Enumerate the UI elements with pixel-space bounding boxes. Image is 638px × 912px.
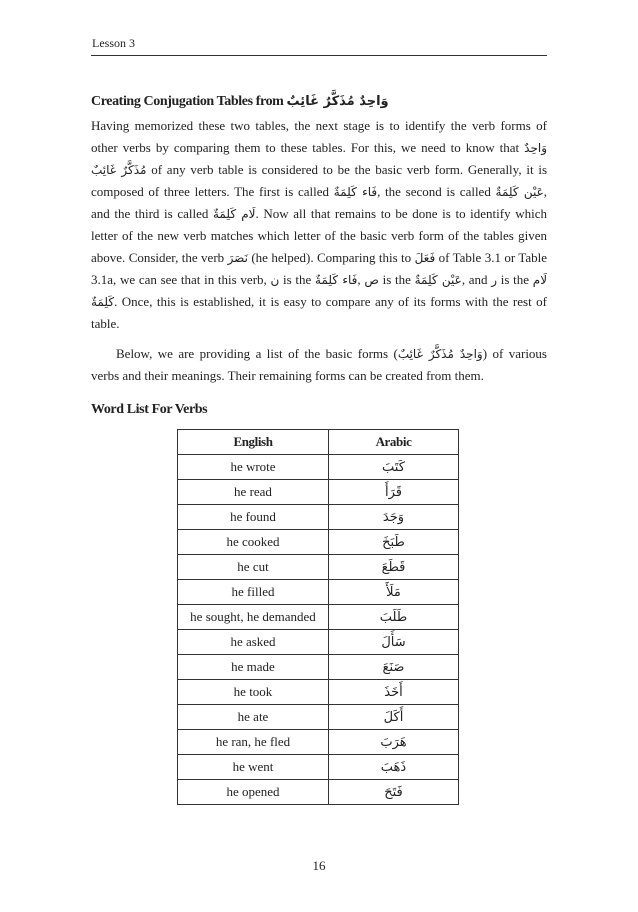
p1-arabic-7: ن (270, 273, 280, 287)
english-cell: he read (178, 480, 329, 505)
table-row (178, 655, 459, 680)
page-number: 16 (312, 858, 326, 873)
table-row (178, 455, 459, 480)
p1-arabic-1: وَاحِدٌ مُذَكَّرٌ غَائِبٌ (91, 141, 547, 177)
english-cell: he sought, he demanded (178, 605, 329, 630)
wordlist-heading: Word List For Verbs (91, 402, 208, 417)
p1-arabic-11: ر (491, 273, 498, 287)
arabic-cell: مَلَأَ (329, 580, 459, 605)
table-row (178, 705, 459, 730)
arabic-cell: هَرَبَ (329, 730, 459, 755)
english-cell: he ate (178, 705, 329, 730)
table-row (178, 755, 459, 780)
english-cell: he found (178, 505, 329, 530)
p1-text-5: . Now all that remains to be done is to identify which letter of the new verb matches which letter of the basic verb form of the tables given above. Consider, the verb (91, 206, 547, 265)
arabic-cell: ذَهَبَ (329, 755, 459, 780)
table-row (178, 730, 459, 755)
table-row (178, 630, 459, 655)
p1-arabic-2: فَاء كَلِمَةٌ (333, 185, 378, 199)
table-row (178, 680, 459, 705)
arabic-cell: أَكَلَ (329, 705, 459, 730)
english-cell: he cut (178, 555, 329, 580)
arabic-cell: طَبَخَ (329, 530, 459, 555)
english-cell: he wrote (178, 455, 329, 480)
table-row (178, 505, 459, 530)
running-header: Lesson 3 (92, 36, 135, 50)
table-row (178, 580, 459, 605)
p1-arabic-10: عَيْن كَلِمَةٌ (414, 273, 462, 287)
english-cell: he cooked (178, 530, 329, 555)
p1-text-11: , and (461, 272, 488, 287)
p2-text-1: Below, we are providing a list of the basic forms ( (116, 346, 398, 361)
p1-text-12: is the (500, 272, 530, 287)
english-cell: he went (178, 755, 329, 780)
col-english-header: English (178, 430, 329, 455)
arabic-cell: قَرَأَ (329, 480, 459, 505)
p2-arabic-1: وَاحِدٌ مُذَكَّرٌ غَائِبٌ (397, 347, 483, 361)
p1-text-3: , the second is called (377, 184, 491, 199)
section-heading (91, 94, 389, 110)
arabic-cell: سَأَلَ (329, 630, 459, 655)
arabic-cell: كَتَبَ (329, 455, 459, 480)
p1-text-1: Having memorized these two tables, the next stage is to identify the verb forms of other verbs by comparing them to these tables. For this, we need to know that (91, 118, 547, 155)
p1-text-9: , (357, 272, 361, 287)
english-cell: he opened (178, 780, 329, 805)
word-list-table (177, 429, 459, 805)
section-heading-text: Creating Conjugation Tables from (91, 94, 284, 109)
english-cell: he filled (178, 580, 329, 605)
p1-text-4: , and the third is called (91, 184, 548, 221)
arabic-cell: فَتَحَ (329, 780, 459, 805)
p1-arabic-8: فَاء كَلِمَةٌ (315, 273, 358, 287)
english-cell: he asked (178, 630, 329, 655)
p2-text-2: ) of various verbs and their meanings. Their remaining forms can be created from them. (91, 346, 547, 383)
table-row (178, 780, 459, 805)
paragraph-1 (91, 115, 547, 335)
table-row (178, 530, 459, 555)
p1-arabic-9: ص (364, 273, 379, 287)
p1-text-8: is the (283, 272, 312, 287)
english-cell: he took (178, 680, 329, 705)
p1-arabic-3: عَيْن كَلِمَةٌ (495, 185, 544, 199)
col-arabic-header: Arabic (329, 430, 459, 455)
p1-text-6: (he helped). Comparing this to (251, 250, 412, 265)
section-heading-arabic: وَاحِدٌ مُذَكَّرٌ غَائِبٌ (286, 94, 389, 109)
p1-arabic-12: لَام كَلِمَةٌ (91, 273, 548, 309)
table-header-row (178, 430, 459, 455)
header-rule (91, 55, 547, 56)
table-row (178, 480, 459, 505)
arabic-cell: أَخَذَ (329, 680, 459, 705)
p1-text-7: of Table 3.1 or Table 3.1a, we can see that in this verb, (91, 250, 548, 287)
arabic-cell: وَجَدَ (329, 505, 459, 530)
arabic-cell: قَطَعَ (329, 555, 459, 580)
table-row (178, 605, 459, 630)
p1-arabic-6: فَعَلَ (414, 251, 436, 265)
p1-text-13: . Once, this is established, it is easy to compare any of its forms with the rest of table. (91, 294, 547, 331)
english-cell: he ran, he fled (178, 730, 329, 755)
p1-arabic-4: لَام كَلِمَةٌ (212, 207, 256, 221)
paragraph-2 (91, 343, 547, 387)
english-cell: he made (178, 655, 329, 680)
p1-text-10: is the (382, 272, 411, 287)
p1-arabic-5: نَصَرَ (227, 251, 248, 265)
p1-text-2: of any verb table is considered to be the basic verb form. Generally, it is composed of three letters. The first is called (91, 162, 547, 199)
arabic-cell: طَلَبَ (329, 605, 459, 630)
arabic-cell: صَنَعَ (329, 655, 459, 680)
table-row (178, 555, 459, 580)
